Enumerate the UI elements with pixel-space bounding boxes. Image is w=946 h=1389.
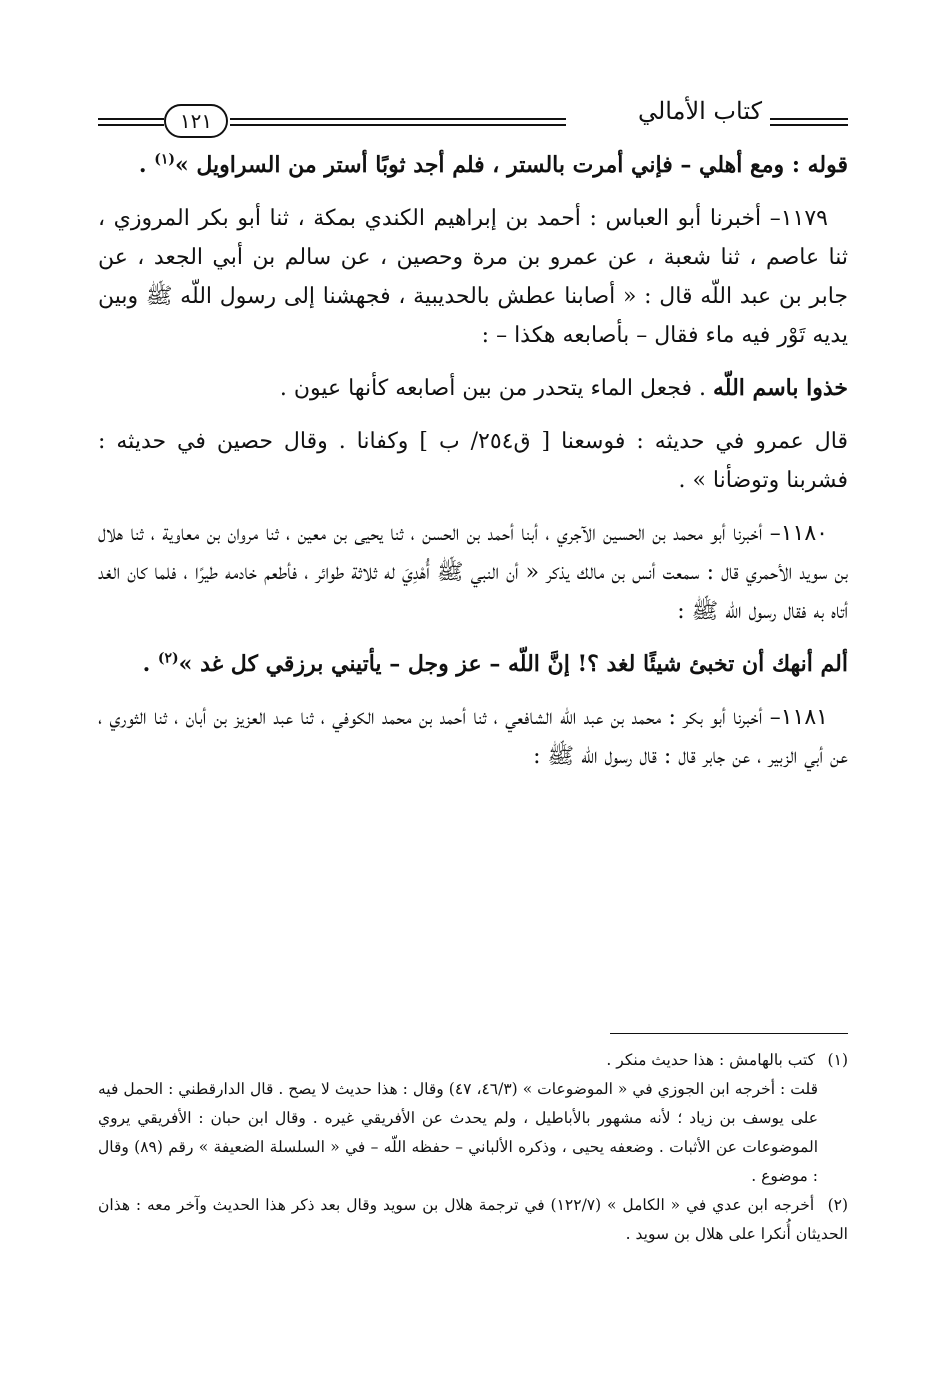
header-rule [230,124,566,126]
paragraph-text: . فجعل الماء يتحدر من بين أصابعه كأنها عيون . [279,376,713,401]
paragraph-text: قوله : ومع أهلي – فإني أمرت بالستر ، فلم أجد ثوبًا أستر من السراويل » [174,152,848,178]
hadith-1180: ١١٨٠– أخبرنا أبو محمد بن الحسين الآجري ، أبنا أحمد بن الحسن ، ثنا يحيى بن معين ، ثنا مروان بن معاوية ، ثنا هلال بن سويد الأحمري قال : سمعت أنس بن مالك يذكر « أن النبي ﷺ أُهْدِيَ له ثلاثة طوائر ، فأطعم خادمه طيرًا ، فلما كان الغد أتاه به فقال رسول اللّه ﷺ : [98,521,848,624]
page-header [98,88,848,136]
page-body [98,146,848,790]
page-number: ١٢١ [164,104,228,138]
footnote-text: أخرجه ابن عدي في « الكامل » (١٢٢/٧) في ترجمة هلال بن سويد وقال بعد ذكر هذا الحديث وآخر معه : هذان الحديثان أُنكرا على هلال بن سويد . [98,1196,848,1243]
hadith-1180-saying [98,645,848,684]
hadith-1179: ١١٧٩– أخبرنا أبو العباس : أحمد بن إبراهيم الكندي بمكة ، ثنا أبو بكر المروزي ، ثنا عاصم ، ثنا شعبة ، عن عمرو بن مرة وحصين ، عن سالم بن أبي الجعد ، عن جابر بن عبد اللّه قال : « أصابنا عطش بالحديبية ، فجهشنا إلى رسول اللّه ﷺ وبين يديه تَوْر فيه ماء فقال – بأصابعه هكذا – : [98,206,848,348]
book-page [98,88,848,1368]
header-rule [770,118,848,120]
header-rule [98,118,164,120]
hadith-1179-note: قال عمرو في حديثه : فوسعنا [ ق٢٥٤/ ب ] وكفانا . وقال حصين في حديثه : فشربنا وتوضأنا » . [98,429,848,493]
footnote-text: كتب بالهامش : هذا حديث منكر . [606,1051,816,1069]
header-rule [230,118,566,120]
paragraph-quote-end [98,146,848,185]
header-rule [98,124,164,126]
paragraph-tail: . [138,152,155,178]
footnotes [98,1046,848,1249]
footnote-divider [610,1033,848,1034]
book-title: كتاب الأمالي [637,97,762,125]
hadith-1181: ١١٨١– أخبرنا أبو بكر : محمد بن عبد اللّه الشافعي ، ثنا أحمد بن محمد الكوفي ، ثنا عبد العزيز بن أبان ، ثنا الثوري ، عن أبي الزبير ، عن جابر قال : قال رسول اللّه ﷺ : [98,705,848,769]
paragraph-tail: . [142,651,158,677]
header-rule [770,124,848,126]
footnote-ref: (١) [154,151,175,168]
footnote-number: (٢) [827,1196,849,1214]
footnote-ref: (٢) [157,650,179,667]
footnote-1-continued: قلت : أخرجه ابن الجوزي في « الموضوعات » (٤٦/٣، ٤٧) وقال : هذا حديث لا يصح . قال الدارقطني : الحمل فيه على يوسف بن زياد ؛ لأنه مشهور بالأباطيل ، ولم يحدث عن الأفريقي غيره . وقال ابن حبان : الأفريقي يروي الموضوعات عن الأثبات . وضعفه يحيى ، وذكره الألباني – حفظه اللّه – في « السلسلة الضعيفة » رقم (٨٩) وقال : موضوع . [98,1080,819,1185]
footnote-number: (١) [827,1051,848,1069]
footnote-1 [98,1046,848,1075]
prophetic-saying: ألم أنهك أن تخبئ شيئًا لغد ؟! إنَّ اللّه – عز وجل – يأتيني برزقي كل غد » [178,651,848,677]
prophetic-saying: خذوا باسم اللّه [713,375,848,401]
hadith-1179-saying [98,369,848,408]
footnote-2 [98,1191,848,1249]
